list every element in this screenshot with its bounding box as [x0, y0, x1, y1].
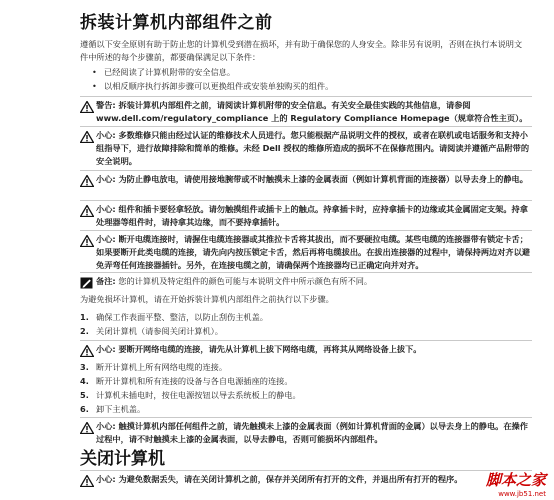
divider	[80, 470, 532, 471]
step-item	[80, 403, 530, 416]
step-number: 4.	[80, 376, 89, 386]
caution-triangle-icon	[80, 345, 94, 357]
section-title: 关闭计算机	[80, 449, 165, 469]
divider	[80, 417, 532, 418]
caution-text: 小心: 要断开网络电缆的连接，请先从计算机上拔下网络电缆，再将其从网络设备上拔下。	[96, 344, 422, 354]
divider	[80, 126, 532, 127]
note-text	[96, 275, 532, 288]
note-pencil-icon	[80, 277, 93, 289]
warning-text: 警告: 拆装计算机内部组件之前，请阅读计算机附带的安全信息。有关安全最佳实践的其他信息，请参阅 www.dell.com/regulatory_compliance 上的 Regulatory Compliance Homepage（规章符合性主页）。	[96, 100, 528, 123]
caution-triangle-icon	[80, 205, 94, 217]
note-label: 备注:	[96, 276, 116, 286]
divider	[80, 96, 532, 97]
bullet-item: • 以相反顺序执行拆卸步骤可以更换组件或安装单独购买的组件。	[92, 81, 334, 91]
step-number: 2.	[80, 326, 89, 336]
divider	[80, 272, 532, 273]
watermark-logo	[486, 469, 546, 498]
divider	[80, 170, 532, 171]
warning-triangle-icon	[80, 101, 94, 113]
caution-triangle-icon	[80, 475, 94, 487]
caution-triangle-icon	[80, 131, 94, 143]
page-title: 拆装计算机内部组件之前	[80, 13, 273, 33]
step-text: 卸下主机盖。	[96, 404, 146, 414]
steps-intro: 为避免损坏计算机，请在开始拆装计算机内部组件之前执行以下步骤。	[80, 294, 334, 304]
step-text: 计算机未插电时，按住电源按钮以导去系统板上的静电。	[96, 390, 301, 400]
divider	[80, 230, 532, 231]
caution-text: 小心: 为防止静电放电，请使用接地腕带或不时触摸未上漆的金属表面（例如计算机背面的连接器）以导去身上的静电。	[96, 174, 528, 184]
caution-text: 小心: 断开电缆连接时，请握住电缆连接器或其推拉卡舌将其拔出，而不要硬拉电缆。某些电缆的连接器带有锁定卡舌；如果要断开此类电缆的连接，请先向内按压锁定卡舌，然后再将电缆拔出。在拔出连接器的过程中，请保持两边对齐以避免弄弯任何连接器插针。另外，在连接电缆之前，请确保两个连接器均已正确定向并对齐。	[96, 234, 530, 270]
divider	[80, 200, 532, 201]
step-number: 3.	[80, 362, 89, 372]
step-text: 确保工作表面平整、整洁，以防止刮伤主机盖。	[96, 312, 268, 322]
step-text: 断开计算机和所有连接的设备与各自电源插座的连接。	[96, 376, 293, 386]
bullet-item: • 已经阅读了计算机附带的安全信息。	[92, 67, 236, 77]
intro-paragraph: 遵循以下安全原则有助于防止您的计算机受到潜在损坏，并有助于确保您的人身安全。除非另有说明，否则在执行本说明文件中所述的每个步骤前，都要确保满足以下条件：	[80, 39, 523, 62]
watermark-url: www.jb51.net	[498, 490, 546, 498]
step-item	[80, 325, 530, 338]
watermark-main: 脚本之家	[485, 471, 546, 489]
step-number: 1.	[80, 312, 89, 322]
caution-text: 小心: 组件和插卡要轻拿轻放。请勿触摸组件或插卡上的触点。持拿插卡时，应持拿插卡的边缘或其金属固定支架。持拿处理器等组件时，请持拿其边缘，而不要持拿插针。	[96, 204, 528, 227]
step-number: 6.	[80, 404, 89, 414]
step-text: 断开计算机上所有网络电缆的连接。	[96, 362, 228, 372]
step-item	[80, 389, 530, 402]
caution-text: 小心: 多数维修只能由经过认证的维修技术人员进行。您只能根据产品说明文件的授权，或者在联机或电话服务和支持小组指导下，进行故障排除和简单的维修。未经 Dell 授权的维修所造成的损坏不在保修范围内。请阅读并遵循产品附带的安全说明。	[96, 130, 530, 166]
caution-triangle-icon	[80, 422, 94, 434]
step-item	[80, 361, 530, 374]
step-item	[80, 311, 530, 324]
caution-triangle-icon	[80, 175, 94, 187]
divider	[80, 340, 532, 341]
bullet-text: 以相反顺序执行拆卸步骤可以更换组件或安装单独购买的组件。	[104, 81, 334, 91]
step-number: 5.	[80, 390, 89, 400]
step-item	[80, 375, 530, 388]
bullet-text: 已经阅读了计算机附带的安全信息。	[104, 67, 236, 77]
caution-triangle-icon	[80, 235, 94, 247]
caution-text: 小心: 为避免数据丢失，请在关闭计算机之前，保存并关闭所有打开的文件，并退出所有打开的程序。	[96, 474, 463, 484]
caution-text: 小心: 触摸计算机内部任何组件之前，请先触摸未上漆的金属表面（例如计算机背面的金属）以导去身上的静电。在操作过程中，请不时触摸未上漆的金属表面，以导去静电，否则可能损坏内部组件。	[96, 421, 528, 444]
note-body: 您的计算机及特定组件的颜色可能与本说明文件中所示颜色有所不同。	[118, 276, 373, 286]
step-text: 关闭计算机（请参阅关闭计算机）。	[96, 326, 223, 336]
